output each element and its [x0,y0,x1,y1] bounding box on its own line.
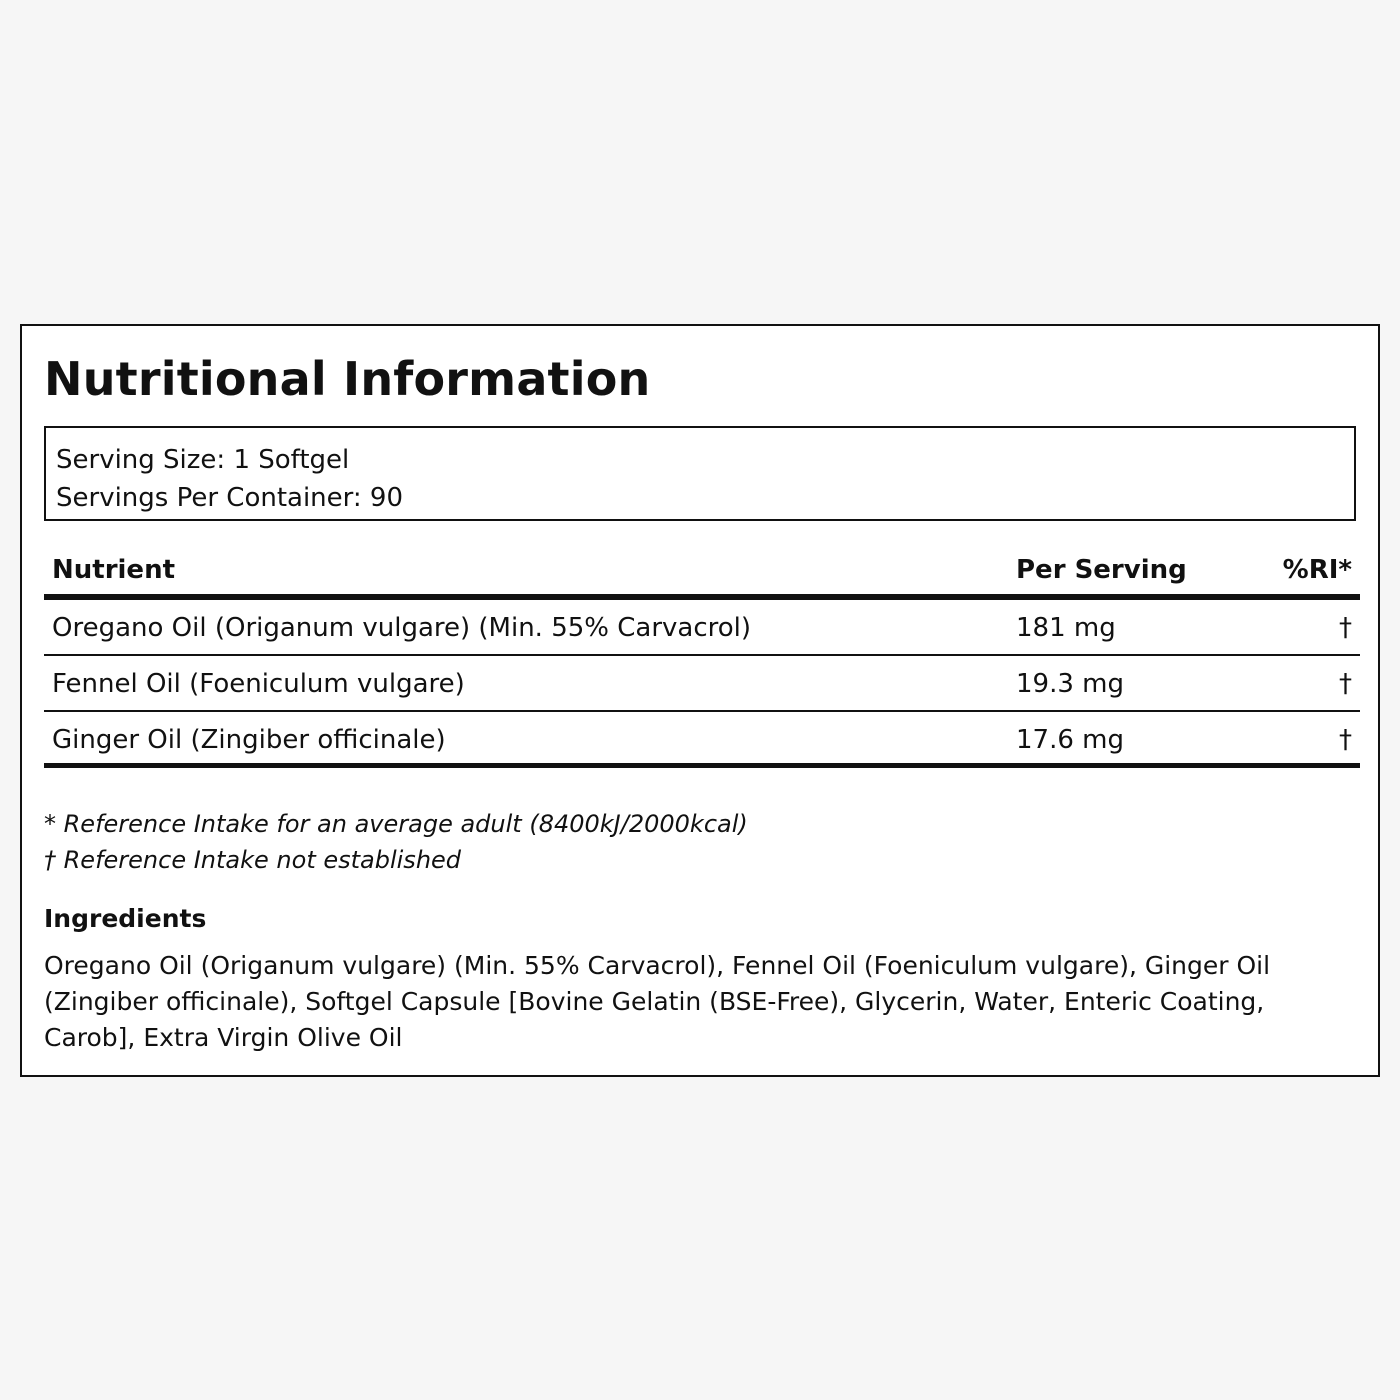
table-row [44,600,1360,656]
nutrient-ri: † [1339,669,1352,699]
nutrient-amount: 181 mg [1016,613,1116,643]
nutrient-ri: † [1339,613,1352,643]
table-row [44,656,1360,712]
nutrient-amount: 17.6 mg [1016,725,1124,755]
nutrient-name: Fennel Oil (Foeniculum vulgare) [52,669,465,699]
nutrient-name: Ginger Oil (Zingiber officinale) [52,725,446,755]
nutrient-amount: 19.3 mg [1016,669,1124,699]
serving-size: Serving Size: 1 Softgel [56,445,350,475]
nutrient-name: Oregano Oil (Origanum vulgare) (Min. 55% Carvacrol) [52,613,752,643]
nutrition-panel [20,324,1380,1077]
header-per-serving: Per Serving [1016,555,1187,585]
nutrient-ri: † [1339,725,1352,755]
table-row [44,712,1360,768]
table-header-row [44,548,1360,600]
footnote-ri: * Reference Intake for an average adult (8400kJ/2000kcal) [44,810,748,838]
header-ri: %RI* [1282,555,1352,585]
ingredients-heading: Ingredients [44,904,207,933]
servings-per-container: Servings Per Container: 90 [56,483,404,513]
serving-info-box [44,426,1356,521]
page-title: Nutritional Information [44,352,651,406]
nutrient-table [44,548,1360,768]
header-nutrient: Nutrient [52,555,176,585]
footnotes [44,806,748,878]
ingredients-list: Oregano Oil (Origanum vulgare) (Min. 55% Carvacrol), Fennel Oil (Foeniculum vulgare), Ginger Oil (Zingiber officinale), Softgel Capsule [Bovine Gelatin (BSE-Free), Glycerin, Water, Enteric Coating, Carob], Extra Virgin Olive Oil [44,951,1271,1052]
footnote-not-established: † Reference Intake not established [44,846,462,874]
